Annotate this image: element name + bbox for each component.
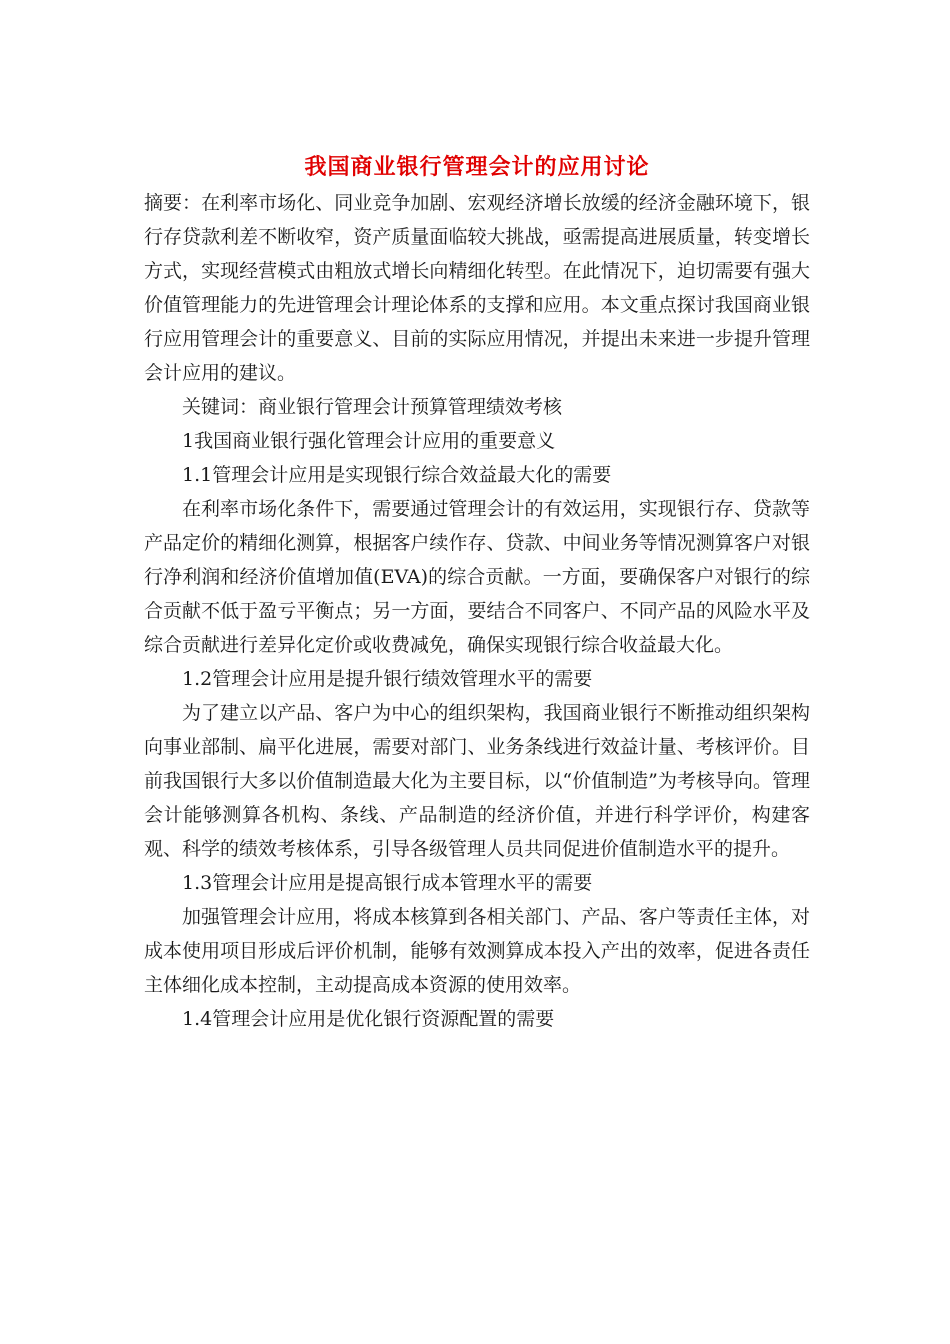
section-1-4-heading: 1.4管理会计应用是优化银行资源配置的需要 bbox=[182, 1008, 555, 1030]
document-body bbox=[144, 150, 810, 1036]
section-1-2-heading: 1.2管理会计应用是提升银行绩效管理水平的需要 bbox=[182, 668, 593, 690]
section-1-2-paragraph: 为了建立以产品、客户为中心的组织架构，我国商业银行不断推动组织架构向事业部制、扁平化进展，需要对部门、业务条线进行效益计量、考核评价。目前我国银行大多以价值制造最大化为主要目标，以“价值制造”为考核导向。管理会计能够测算各机构、条线、产品制造的经济价值，并进行科学评价，构建客观、科学的绩效考核体系，引导各级管理人员共同促进价值制造水平的提升。 bbox=[144, 702, 810, 860]
section-1-3-heading: 1.3管理会计应用是提高银行成本管理水平的需要 bbox=[182, 872, 593, 894]
keywords-line: 关键词：商业银行管理会计预算管理绩效考核 bbox=[182, 396, 563, 418]
abstract-paragraph: 摘要：在利率市场化、同业竞争加剧、宏观经济增长放缓的经济金融环境下，银行存贷款利差不断收窄，资产质量面临较大挑战，亟需提高进展质量，转变增长方式，实现经营模式由粗放式增长向精细化转型。在此情况下，迫切需要有强大价值管理能力的先进管理会计理论体系的支撑和应用。本文重点探讨我国商业银行应用管理会计的重要意义、目前的实际应用情况，并提出未来进一步提升管理会计应用的建议。 bbox=[144, 192, 810, 384]
section-1-1-paragraph: 在利率市场化条件下，需要通过管理会计的有效运用，实现银行存、贷款等产品定价的精细化测算，根据客户续作存、贷款、中间业务等情况测算客户对银行净利润和经济价值增加值(EVA)的综合贡献。一方面，要确保客户对银行的综合贡献不低于盈亏平衡点；另一方面，要结合不同客户、不同产品的风险水平及综合贡献进行差异化定价或收费减免，确保实现银行综合收益最大化。 bbox=[144, 498, 810, 656]
document-title: 我国商业银行管理会计的应用讨论 bbox=[304, 155, 650, 180]
section-1-1-heading: 1.1管理会计应用是实现银行综合效益最大化的需要 bbox=[182, 464, 612, 486]
section-1-heading: 1我国商业银行强化管理会计应用的重要意义 bbox=[182, 430, 556, 452]
section-1-3-paragraph: 加强管理会计应用，将成本核算到各相关部门、产品、客户等责任主体，对成本使用项目形成后评价机制，能够有效测算成本投入产出的效率，促进各责任主体细化成本控制，主动提高成本资源的使用效率。 bbox=[144, 906, 810, 996]
